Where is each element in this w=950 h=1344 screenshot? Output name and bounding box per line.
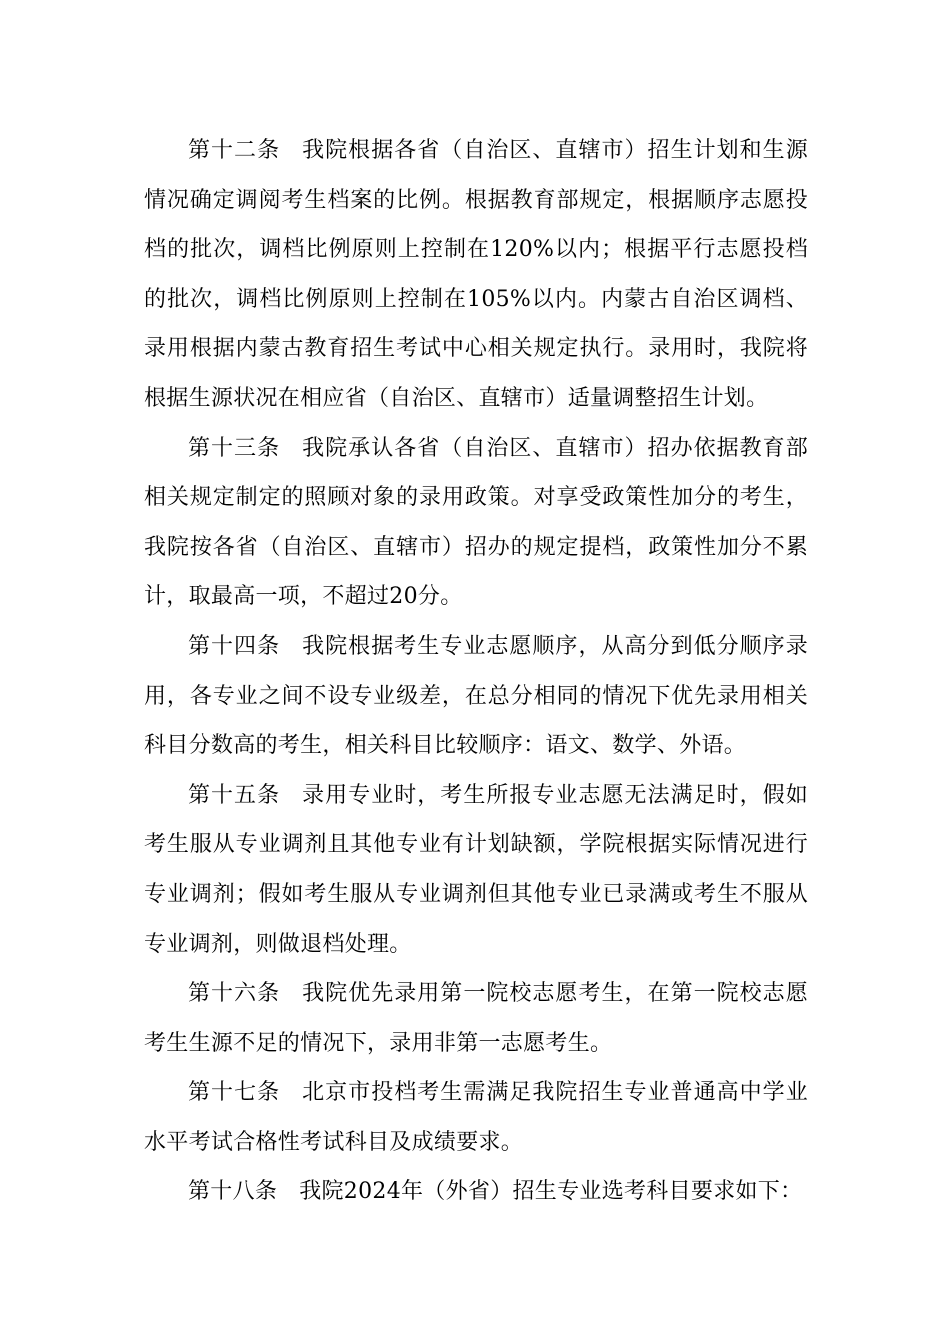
- article-13-paragraph: [144, 424, 808, 622]
- article-text: 我院2024年（外省）招生专业选考科目要求如下：: [299, 1179, 803, 1205]
- article-12-paragraph: [144, 126, 808, 424]
- article-number: 第十七条: [188, 1080, 281, 1106]
- article-text: 我院承认各省（自治区、直辖市）招办依据教育部相关规定制定的照顾对象的录用政策。对享受政策性加分的考生，我院按各省（自治区、直辖市）招办的规定提档，政策性加分不累计，取最高一项，不超过20分。: [144, 435, 809, 610]
- article-number: 第十六条: [188, 981, 281, 1007]
- article-text: 我院根据各省（自治区、直辖市）招生计划和生源情况确定调阅考生档案的比例。根据教育部规定，根据顺序志愿投档的批次，调档比例原则上控制在120%以内；根据平行志愿投档的批次，调档比例原则上控制在105%以内。内蒙古自治区调档、录用根据内蒙古教育招生考试中心相关规定执行。录用时，我院将根据生源状况在相应省（自治区、直辖市）适量调整招生计划。: [144, 138, 809, 411]
- article-number: 第十二条: [188, 138, 281, 163]
- article-14-paragraph: [144, 622, 808, 771]
- article-number: 第十八条: [188, 1179, 278, 1205]
- article-16-paragraph: [144, 969, 808, 1068]
- article-number: 第十四条: [188, 633, 281, 659]
- article-text: 我院优先录用第一院校志愿考生，在第一院校志愿考生生源不足的情况下，录用非第一志愿考生。: [144, 981, 809, 1056]
- article-number: 第十三条: [188, 435, 281, 461]
- article-18-paragraph: [144, 1167, 808, 1217]
- article-text: 北京市投档考生需满足我院招生专业普通高中学业水平考试合格性考试科目及成绩要求。: [144, 1080, 809, 1155]
- article-text: 录用专业时，考生所报专业志愿无法满足时，假如考生服从专业调剂且其他专业有计划缺额，学院根据实际情况进行专业调剂；假如考生服从专业调剂但其他专业已录满或考生不服从专业调剂，则做退档处理。: [144, 782, 809, 957]
- article-number: 第十五条: [188, 782, 281, 808]
- article-17-paragraph: [144, 1068, 808, 1167]
- article-15-paragraph: [144, 771, 808, 969]
- document-body: [144, 126, 808, 1217]
- article-text: 我院根据考生专业志愿顺序，从高分到低分顺序录用，各专业之间不设专业级差，在总分相同的情况下优先录用相关科目分数高的考生，相关科目比较顺序：语文、数学、外语。: [144, 633, 809, 759]
